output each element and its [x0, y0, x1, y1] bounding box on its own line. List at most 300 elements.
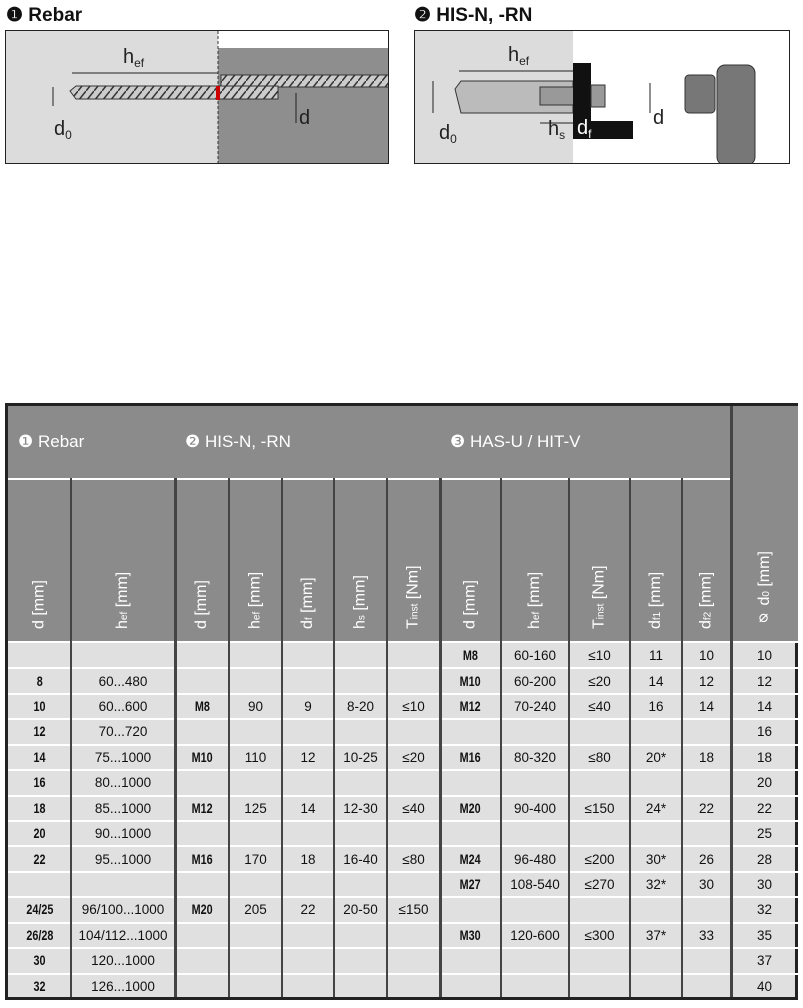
cell-value: 20 [33, 826, 46, 842]
cell-value: 10 [698, 648, 715, 664]
header-main: d [193, 620, 210, 629]
table-cell [387, 923, 440, 948]
table-cell [387, 872, 440, 897]
cell-value: ≤200 [584, 851, 615, 867]
group-header: ❷ HIS-N, -RN [185, 432, 291, 451]
table-cell [282, 719, 334, 744]
table-cell [282, 770, 334, 795]
cell-value: M12 [459, 699, 481, 715]
column-header [569, 478, 630, 635]
table-cell [387, 668, 440, 693]
table-cell [334, 821, 387, 846]
table-cell [630, 846, 682, 871]
column-header-text [352, 575, 370, 629]
table-cell [175, 643, 229, 668]
table-cell [630, 719, 682, 744]
table-cell [334, 745, 387, 770]
table-cell [8, 745, 71, 770]
table-cell [569, 948, 630, 973]
cell-value: 14 [698, 699, 715, 715]
header-main: ⌀ d [756, 596, 773, 629]
table-cell [71, 694, 175, 719]
cell-value: 10-25 [343, 749, 378, 765]
table-cell [630, 770, 682, 795]
table-cell [334, 846, 387, 871]
table-cell [334, 923, 387, 948]
cell-value: 110 [244, 749, 267, 765]
table-cell [8, 770, 71, 795]
table-cell [334, 897, 387, 922]
table-cell [630, 694, 682, 719]
cell-value: 205 [244, 902, 267, 918]
header-sub: 0 [761, 591, 772, 597]
column-divider [228, 478, 230, 997]
table-cell [731, 745, 798, 770]
cell-value: M30 [459, 927, 481, 943]
d0-label: d [439, 122, 451, 144]
column-header [8, 478, 71, 635]
table-cell [71, 796, 175, 821]
table-cell [334, 974, 387, 999]
header-sub: f1 [652, 611, 663, 621]
cell-value: 80-320 [513, 749, 557, 765]
table-cell [175, 745, 229, 770]
cell-value: 10 [756, 648, 773, 664]
table-cell [630, 923, 682, 948]
cell-value: 37* [645, 927, 667, 943]
table-cell [229, 974, 282, 999]
table-cell [682, 643, 731, 668]
cell-value: M20 [191, 902, 213, 918]
table-cell [501, 846, 569, 871]
table-cell [501, 821, 569, 846]
hef-sub: ef [519, 54, 530, 68]
cell-value: 16 [756, 724, 773, 740]
cell-value: 10 [33, 699, 46, 715]
table-cell [8, 796, 71, 821]
dimensions-table [5, 403, 798, 1000]
table-cell [229, 668, 282, 693]
cell-value: M12 [191, 800, 213, 816]
table-cell [569, 694, 630, 719]
column-header-text [647, 572, 665, 629]
table-cell [501, 668, 569, 693]
header-sub: ef [531, 611, 542, 621]
cell-value: 18 [33, 800, 46, 816]
cell-value: ≤10 [588, 648, 611, 664]
table-cell [229, 872, 282, 897]
table-cell [229, 821, 282, 846]
column-divider [333, 478, 335, 997]
table-cell [8, 694, 71, 719]
column-divider [281, 478, 283, 997]
column-divider [730, 406, 733, 997]
header-unit: [mm] [246, 571, 264, 612]
header-main: d [697, 620, 715, 629]
header-unit: [mm] [351, 575, 369, 616]
table-cell [282, 745, 334, 770]
table-cell [229, 719, 282, 744]
hs-sub: s [559, 128, 566, 142]
table-cell [175, 668, 229, 693]
table-cell [387, 694, 440, 719]
table-cell [630, 872, 682, 897]
table-cell [682, 770, 731, 795]
header-unit: [mm] [526, 571, 543, 612]
table-cell [282, 668, 334, 693]
header-main: h [526, 620, 543, 629]
table-cell [229, 796, 282, 821]
table-cell [440, 923, 501, 948]
column-header [175, 478, 229, 635]
cell-value: 32 [756, 902, 773, 918]
header-sub: ef [251, 611, 263, 621]
cell-value: 12 [33, 724, 46, 740]
column-header [334, 478, 387, 635]
cell-value: 12-30 [343, 800, 378, 816]
column-header-text [193, 580, 211, 629]
table-cell [229, 770, 282, 795]
table-cell [71, 668, 175, 693]
header-sub: f2 [702, 611, 714, 621]
header-main: d [299, 620, 316, 629]
cell-value: 16-40 [343, 851, 378, 867]
table-cell [229, 846, 282, 871]
cell-value: 22 [33, 851, 46, 867]
table-cell [569, 796, 630, 821]
d0-sub: 0 [450, 132, 457, 146]
table-cell [682, 923, 731, 948]
cell-value: 120...1000 [91, 953, 155, 969]
cell-value: ≤150 [398, 902, 429, 918]
column-divider [629, 478, 631, 997]
table-cell [731, 948, 798, 973]
column-divider [500, 478, 502, 997]
cell-value: 18 [300, 851, 316, 867]
cell-value: ≤300 [584, 927, 615, 943]
cell-value: 170 [244, 851, 267, 867]
cell-value: 22 [698, 800, 715, 816]
table-cell [387, 796, 440, 821]
cell-value: ≤150 [584, 800, 615, 816]
table-cell [569, 719, 630, 744]
cell-value: 90 [247, 699, 264, 715]
cell-value: 20* [645, 749, 667, 765]
cell-value: 14 [648, 673, 664, 689]
hef-label: h [508, 44, 520, 66]
table-cell [8, 897, 71, 922]
table-cell [282, 821, 334, 846]
rebar-diagram [5, 30, 389, 164]
cell-value: 70-240 [513, 699, 557, 715]
d0-label: d [54, 118, 66, 140]
cell-value: ≤40 [402, 800, 425, 816]
table-cell [175, 796, 229, 821]
column-header [630, 478, 682, 635]
cell-value: M8 [462, 648, 478, 664]
table-cell [731, 821, 798, 846]
header-main: d [30, 620, 48, 629]
header-unit: [mm] [114, 571, 131, 612]
table-cell [8, 948, 71, 973]
table-cell [334, 719, 387, 744]
table-cell [282, 643, 334, 668]
column-header-text [462, 580, 480, 629]
cell-value: 16 [33, 775, 46, 791]
table-cell [71, 923, 175, 948]
hef-label: h [123, 46, 135, 68]
column-header-text [698, 572, 716, 629]
table-cell [682, 846, 731, 871]
table-cell [387, 719, 440, 744]
table-cell [282, 846, 334, 871]
cell-value: ≤20 [588, 673, 611, 689]
table-cell [175, 923, 229, 948]
cell-value: 126...1000 [91, 978, 155, 994]
his-diagram [414, 30, 790, 164]
cell-value: 14 [300, 800, 316, 816]
table-cell [229, 897, 282, 922]
header-sub: inst [595, 603, 607, 620]
header-main: T [590, 619, 608, 629]
cell-value: 32* [645, 877, 667, 893]
table-cell [682, 821, 731, 846]
cell-value: 75...1000 [94, 749, 152, 765]
d-label: d [299, 107, 311, 129]
cell-value: M16 [191, 851, 213, 867]
table-cell [387, 846, 440, 871]
table-cell [71, 719, 175, 744]
table-cell [334, 796, 387, 821]
cell-value: 125 [244, 800, 267, 816]
table-cell [682, 745, 731, 770]
header-unit: [mm] [299, 577, 316, 618]
table-cell [71, 948, 175, 973]
df-sub: f [588, 127, 592, 141]
table-cell [387, 643, 440, 668]
table-cell [440, 643, 501, 668]
table-cell [501, 694, 569, 719]
table-cell [682, 719, 731, 744]
column-header-text [247, 572, 265, 629]
column-divider [681, 478, 683, 997]
table-cell [682, 897, 731, 922]
column-header [682, 478, 731, 635]
header-main: T [404, 619, 422, 629]
cell-value: 90-400 [513, 800, 557, 816]
cell-value: 60...600 [98, 699, 148, 715]
table-cell [175, 872, 229, 897]
column-header-text [114, 572, 132, 629]
table-cell [282, 694, 334, 719]
cell-value: 33 [698, 927, 715, 943]
table-cell [440, 719, 501, 744]
column-header-text [591, 565, 609, 629]
cell-value: 9 [304, 699, 312, 715]
table-cell [501, 872, 569, 897]
column-header-text [405, 565, 423, 629]
table-cell [731, 974, 798, 999]
header-main: h [114, 620, 131, 629]
table-cell [731, 770, 798, 795]
cell-value: M16 [459, 749, 481, 765]
table-cell [501, 923, 569, 948]
table-cell [682, 974, 731, 999]
column-header [501, 478, 569, 635]
column-header [71, 478, 175, 635]
column-header [440, 478, 501, 635]
table-cell [282, 897, 334, 922]
table-cell [334, 872, 387, 897]
cell-value: ≤10 [402, 699, 425, 715]
column-header-text [31, 580, 49, 629]
cell-value: 90...1000 [94, 826, 152, 842]
cell-value: 96/100...1000 [81, 902, 165, 918]
hef-sub: ef [134, 56, 145, 70]
table-cell [501, 897, 569, 922]
cell-value: 96-480 [513, 851, 557, 867]
table-cell [682, 668, 731, 693]
table-cell [229, 745, 282, 770]
cell-value: M24 [459, 851, 481, 867]
table-cell [731, 719, 798, 744]
cell-value: 8 [36, 673, 43, 689]
table-cell [71, 974, 175, 999]
group-header: ❸ HAS-U / HIT-V [450, 432, 581, 451]
table-cell [630, 821, 682, 846]
header-main: h [351, 620, 369, 629]
table-cell [731, 923, 798, 948]
table-cell [440, 745, 501, 770]
column-header [282, 478, 334, 635]
cell-value: M27 [459, 877, 481, 893]
cell-value: 85...1000 [94, 800, 152, 816]
hs-label: h [548, 118, 560, 140]
header-unit: [mm] [697, 571, 715, 612]
table-cell [440, 770, 501, 795]
table-cell [334, 643, 387, 668]
table-cell [387, 745, 440, 770]
cell-value: 11 [648, 648, 663, 664]
column-header-text [755, 551, 774, 629]
table-cell [440, 821, 501, 846]
df-label: d [577, 117, 589, 139]
table-cell [334, 694, 387, 719]
header-unit: [mm] [647, 571, 664, 612]
cell-value: 20 [756, 775, 773, 791]
table-cell [731, 846, 798, 871]
table-cell [682, 796, 731, 821]
column-divider [70, 478, 72, 997]
header-main: h [246, 620, 264, 629]
table-cell [569, 643, 630, 668]
table-cell [440, 948, 501, 973]
column-divider [174, 478, 177, 997]
table-cell [387, 821, 440, 846]
table-cell [8, 872, 71, 897]
d0-sub: 0 [65, 128, 72, 142]
table-cell [334, 668, 387, 693]
table-cell [682, 694, 731, 719]
table-cell [731, 796, 798, 821]
table-cell [8, 846, 71, 871]
cell-value: 24/25 [25, 902, 54, 918]
table-cell [630, 974, 682, 999]
table-cell [630, 668, 682, 693]
table-cell [630, 796, 682, 821]
cell-value: 12 [698, 673, 715, 689]
cell-value: 18 [756, 749, 773, 765]
table-cell [387, 897, 440, 922]
group-header: ❶ Rebar [18, 432, 85, 451]
cell-value: 24* [645, 800, 667, 816]
column-header [229, 478, 282, 635]
header-main: d [461, 620, 479, 629]
table-cell [8, 719, 71, 744]
table-cell [175, 694, 229, 719]
cell-value: M20 [459, 800, 481, 816]
cell-value: 26 [698, 851, 715, 867]
table-cell [229, 923, 282, 948]
column-header-text [299, 577, 317, 629]
table-cell [501, 745, 569, 770]
table-cell [282, 796, 334, 821]
table-cell [440, 796, 501, 821]
cell-value: 35 [756, 927, 773, 943]
cell-value: 28 [756, 851, 773, 867]
header-sub: s [356, 615, 368, 621]
header-sub: inst [409, 603, 421, 620]
table-cell [71, 846, 175, 871]
table-cell [569, 872, 630, 897]
table-cell [569, 923, 630, 948]
cell-value: M8 [194, 699, 210, 715]
table-cell [8, 668, 71, 693]
table-cell [175, 948, 229, 973]
table-cell [387, 948, 440, 973]
table-cell [175, 846, 229, 871]
table-cell [440, 974, 501, 999]
table-cell [569, 897, 630, 922]
table-cell [387, 974, 440, 999]
table-cell [501, 770, 569, 795]
table-cell [71, 897, 175, 922]
table-cell [387, 770, 440, 795]
table-cell [731, 872, 798, 897]
table-cell [71, 643, 175, 668]
header-unit: [mm] [461, 580, 479, 621]
table-cell [175, 719, 229, 744]
table-cell [175, 897, 229, 922]
table-cell [71, 770, 175, 795]
table-cell [731, 643, 798, 668]
table-cell [229, 694, 282, 719]
column-divider [439, 478, 442, 997]
cell-value: 30 [33, 953, 46, 969]
cell-value: 26/28 [25, 927, 54, 943]
table-cell [8, 923, 71, 948]
cell-value: 20-50 [343, 902, 378, 918]
table-cell [71, 821, 175, 846]
cell-value: 95...1000 [94, 851, 152, 867]
cell-value: ≤40 [588, 699, 611, 715]
table-cell [440, 872, 501, 897]
table-cell [501, 796, 569, 821]
table-cell [175, 974, 229, 999]
figure-title-rebar: ❶ Rebar [6, 5, 83, 26]
header-unit: [mm] [193, 580, 210, 621]
table-cell [71, 745, 175, 770]
